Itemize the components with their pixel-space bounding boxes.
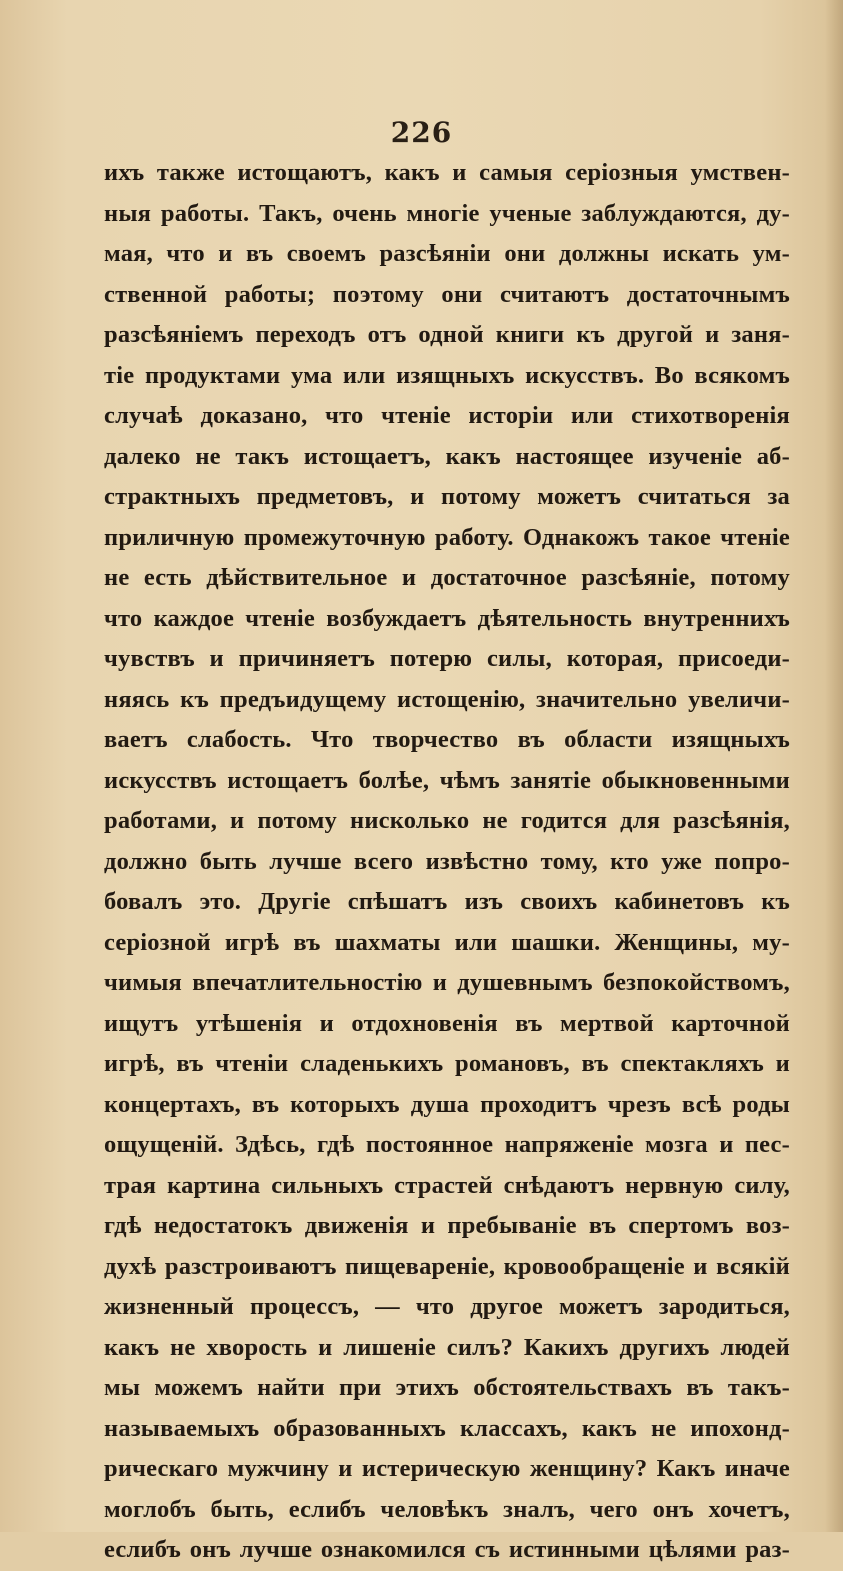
text-line: духѣ разстроиваютъ пищевареніе, кровообращеніе и всякій (104, 1252, 790, 1280)
text-line: ощущеній. Здѣсь, гдѣ постоянное напряженіе мозга и пес- (104, 1131, 790, 1158)
text-line: концертахъ, въ которыхъ душа проходитъ чрезъ всѣ роды (104, 1090, 790, 1118)
text-line: далеко не такъ истощаетъ, какъ настоящее изученіе аб- (104, 442, 790, 470)
page-edge-shadow (825, 0, 843, 1532)
text-line: ныя работы. Такъ, очень многіе ученые заблуждаются, ду- (104, 199, 790, 227)
text-line: что каждое чтеніе возбуждаетъ дѣятельность внутреннихъ (104, 604, 790, 632)
text-line: ихъ также истощаютъ, какъ и самыя серіозныя умствен- (104, 159, 790, 186)
text-line: называемыхъ образованныхъ классахъ, какъ не ипохонд- (104, 1414, 790, 1442)
text-line: жизненный процессъ, — что другое можетъ зародиться, (104, 1293, 790, 1320)
text-line: бовалъ это. Другіе спѣшатъ изъ своихъ кабинетовъ къ (104, 888, 790, 915)
text-line: серіозной игрѣ въ шахматы или шашки. Женщины, му- (104, 928, 790, 956)
text-line: не есть дѣйствительное и достаточное разсѣяніе, потому (104, 564, 790, 591)
text-line: моглобъ быть, еслибъ человѣкъ зналъ, чего онъ хочетъ, (104, 1495, 790, 1523)
text-line: какъ не хворость и лишеніе силъ? Какихъ другихъ людей (104, 1333, 790, 1361)
text-line: случаѣ доказано, что чтеніе исторіи или стихотворенія (104, 402, 790, 429)
text-line: ищутъ утѣшенія и отдохновенія въ мертвой карточной (104, 1009, 790, 1037)
text-line: работами, и потому нисколько не годится для разсѣянія, (104, 807, 790, 834)
text-line: трая картина сильныхъ страстей снѣдаютъ нервную силу, (104, 1171, 790, 1199)
text-line: гдѣ недостатокъ движенія и пребываніе въ спертомъ воз- (104, 1212, 790, 1239)
text-line: разсѣяніемъ переходъ отъ одной книги къ другой и заня- (104, 321, 790, 348)
body-text (104, 153, 790, 1571)
text-line: игрѣ, въ чтеніи сладенькихъ романовъ, въ спектакляхъ и (104, 1050, 790, 1077)
text-line: должно быть лучше всего извѣстно тому, кто уже попро- (104, 847, 790, 875)
text-line: рическаго мужчину и истерическую женщину? Какъ иначе (104, 1455, 790, 1482)
text-line: мы можемъ найти при этихъ обстоятельствахъ въ такъ- (104, 1374, 790, 1401)
text-line: ваетъ слабость. Что творчество въ области изящныхъ (104, 726, 790, 753)
text-line: страктныхъ предметовъ, и потому можетъ считаться за (104, 483, 790, 510)
page-number: 226 (390, 116, 453, 149)
text-line: искусствъ истощаетъ болѣе, чѣмъ занятіе обыкновенными (104, 766, 790, 794)
text-line: чувствъ и причиняетъ потерю силы, которая, присоеди- (104, 645, 790, 672)
text-line: тіе продуктами ума или изящныхъ искусствъ. Во всякомъ (104, 361, 790, 389)
text-line: приличную промежуточную работу. Однакожъ такое чтеніе (104, 523, 790, 551)
text-line: еслибъ онъ лучше ознакомился съ истинными цѣлями раз- (104, 1536, 790, 1563)
text-line: няясь къ предъидущему истощенію, значительно увеличи- (104, 685, 790, 713)
text-line: мая, что и въ своемъ разсѣяніи они должны искать ум- (104, 240, 790, 267)
text-line: ственной работы; поэтому они считаютъ достаточнымъ (104, 280, 790, 308)
text-line: чимыя впечатлительностію и душевнымъ безпокойствомъ, (104, 969, 790, 996)
